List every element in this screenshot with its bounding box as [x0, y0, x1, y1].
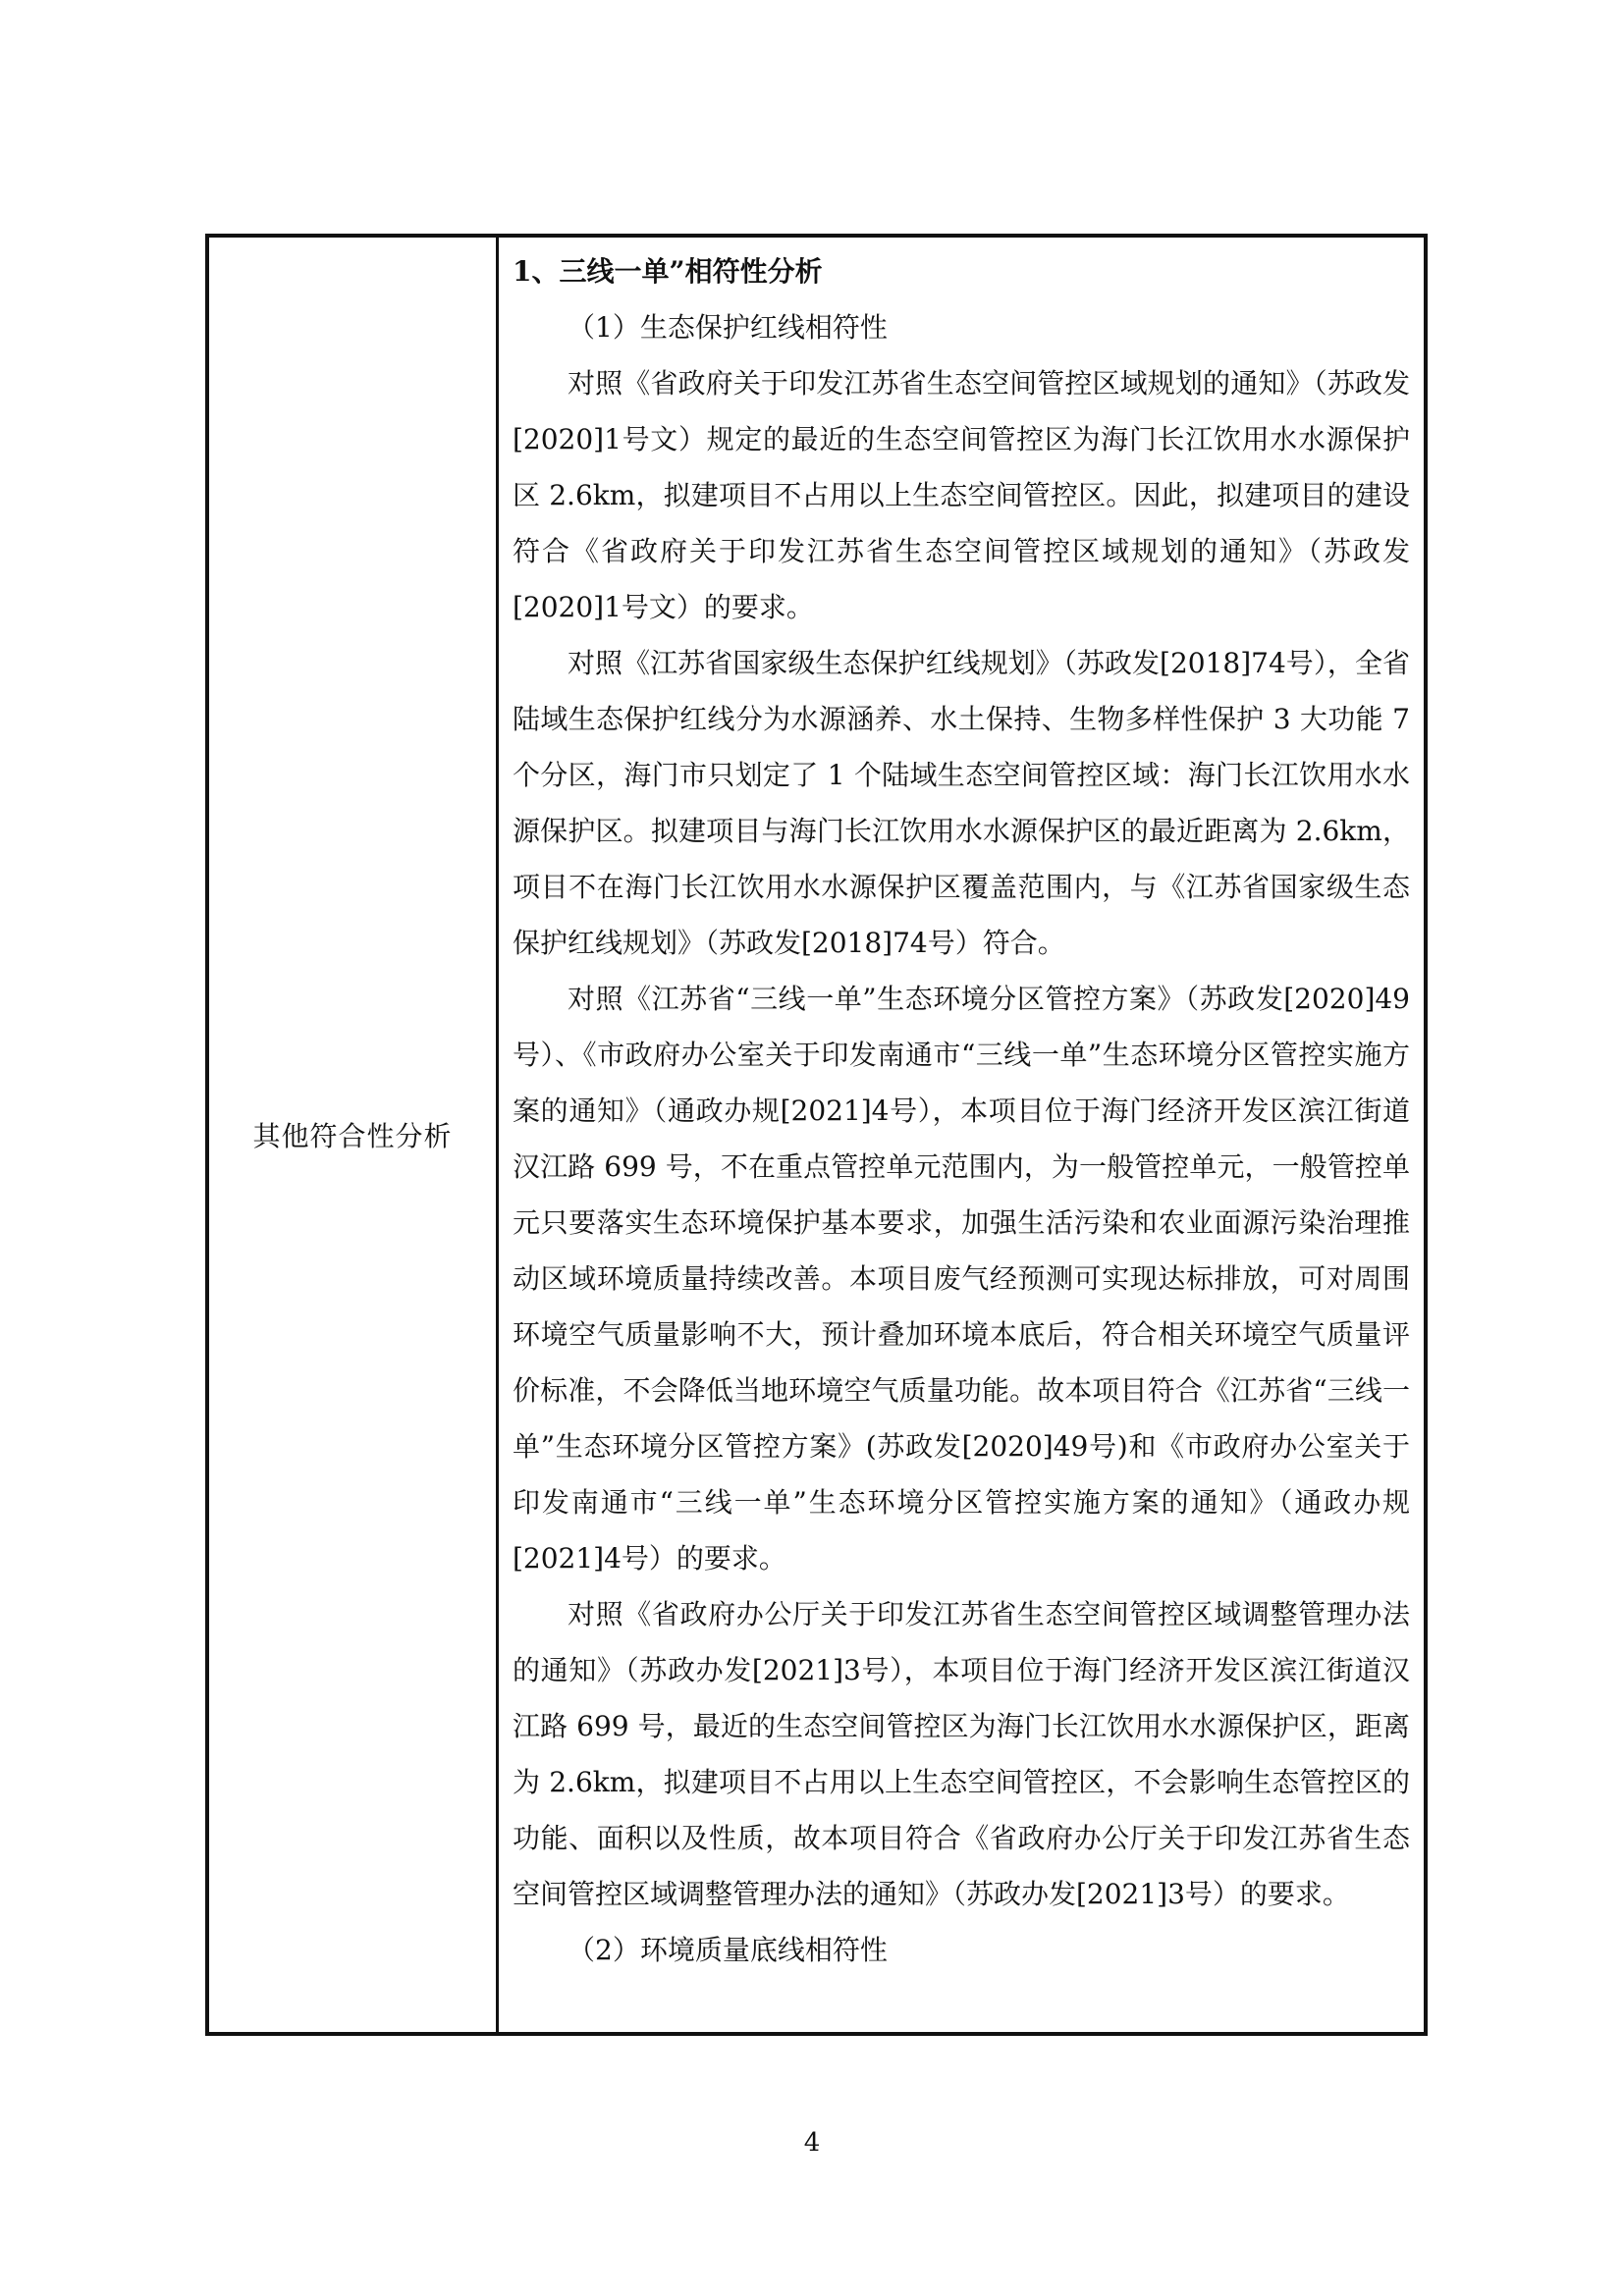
section-heading: 1、三线一单”相符性分析 — [513, 255, 823, 288]
subsection-heading-1: （1）生态保护红线相符性 — [568, 311, 888, 344]
paragraph-2: 对照《江苏省国家级生态保护红线规划》（苏政发[2018]74号），全省陆域生态保护红线分为水源涵养、水土保持、生物多样性保护 3 大功能 7 个分区，海门市只划定了 1 个陆域生态空间管控区域：海门长江饮用水水源保护区。拟建项目与海门长江饮用水水源保护区的最近距离为 2.6km，项目不在海门长江饮用水水源保护区覆盖范围内，与《江苏省国家级生态保护红线规划》（苏政发[2018]74号）符合。 — [513, 647, 1410, 959]
content-cell — [499, 238, 1424, 2032]
subsection-heading-2: （2）环境质量底线相符性 — [568, 1934, 888, 1966]
analysis-table — [205, 234, 1428, 2036]
paragraph-3: 对照《江苏省“三线一单”生态环境分区管控方案》（苏政发[2020]49号）、《市政府办公室关于印发南通市“三线一单”生态环境分区管控实施方案的通知》（通政办规[2021]4号），本项目位于海门经济开发区滨江街道汉江路 699 号，不在重点管控单元范围内，为一般管控单元，一般管控单元只要落实生态环境保护基本要求，加强生活污染和农业面源污染治理推动区域环境质量持续改善。本项目废气经预测可实现达标排放，可对周围环境空气质量影响不大，预计叠加环境本底后，符合相关环境空气质量评价标准，不会降低当地环境空气质量功能。故本项目符合《江苏省“三线一单”生态环境分区管控方案》(苏政发[2020]49号)和《市政府办公室关于印发南通市“三线一单”生态环境分区管控实施方案的通知》（通政办规[2021]4号）的要求。 — [513, 983, 1410, 1575]
page-number: 4 — [803, 2128, 821, 2158]
row-label-cell — [209, 238, 499, 2032]
row-label: 其他符合性分析 — [252, 1120, 453, 1152]
paragraph-4: 对照《省政府办公厅关于印发江苏省生态空间管控区域调整管理办法的通知》（苏政办发[2021]3号），本项目位于海门经济开发区滨江街道汉江路 699 号，最近的生态空间管控区为海门长江饮用水水源保护区，距离为 2.6km，拟建项目不占用以上生态空间管控区，不会影响生态管控区的功能、面积以及性质，故本项目符合《省政府办公厅关于印发江苏省生态空间管控区域调整管理办法的通知》（苏政办发[2021]3号）的要求。 — [513, 1598, 1410, 1910]
paragraph-1: 对照《省政府关于印发江苏省生态空间管控区域规划的通知》（苏政发[2020]1号文）规定的最近的生态空间管控区为海门长江饮用水水源保护区 2.6km，拟建项目不占用以上生态空间管控区。因此，拟建项目的建设符合《省政府关于印发江苏省生态空间管控区域规划的通知》（苏政发[2020]1号文）的要求。 — [513, 367, 1410, 623]
